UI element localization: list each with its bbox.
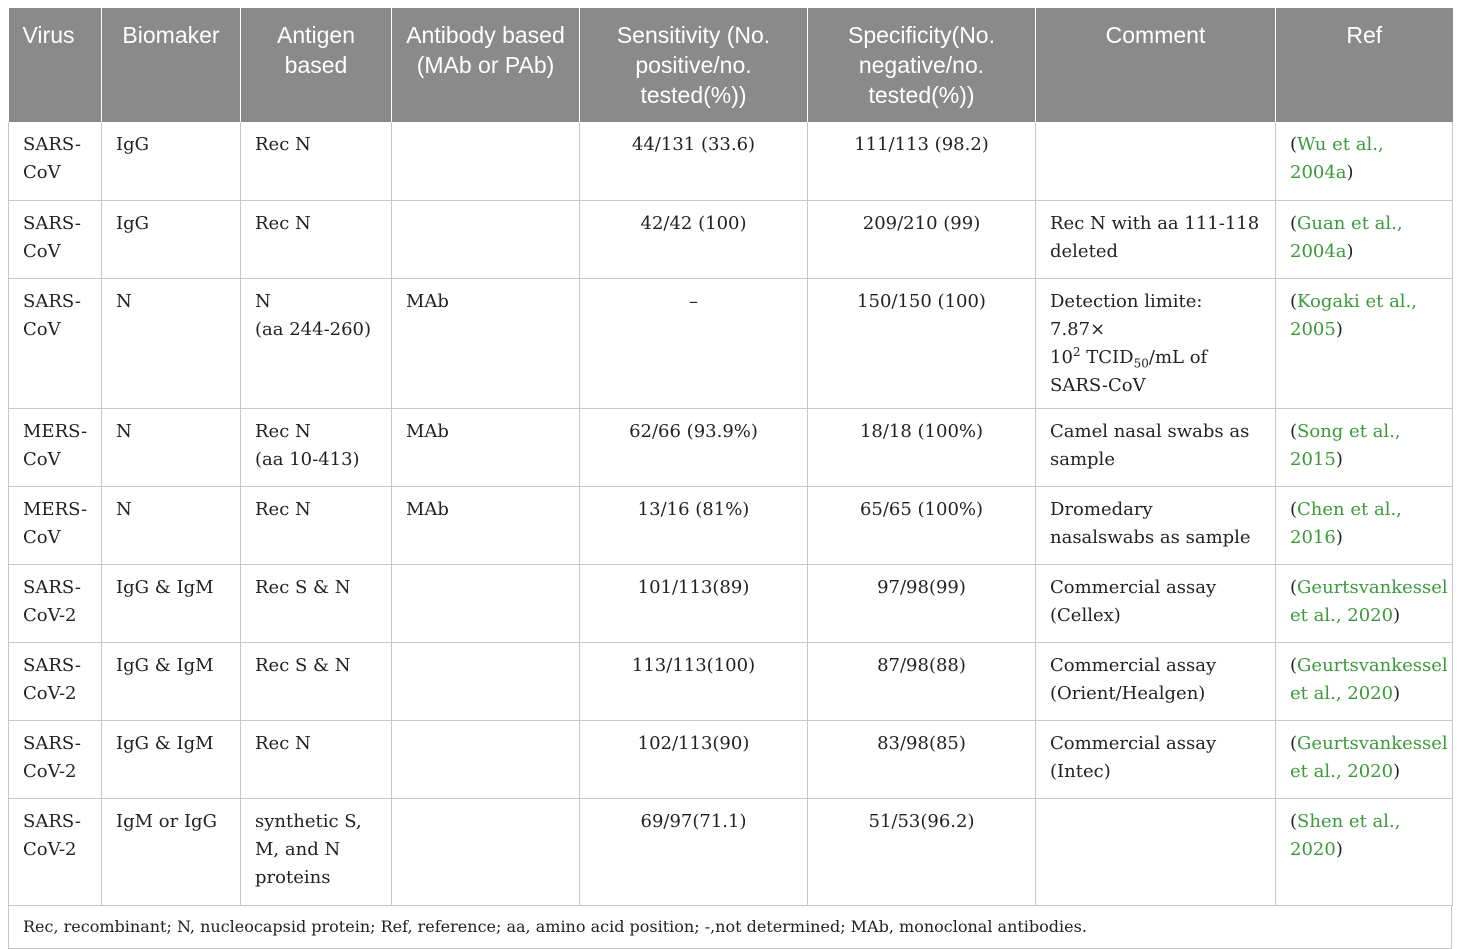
cell-ref — [1276, 200, 1453, 278]
cell-biomarker-text: IgG & IgM — [116, 654, 214, 676]
reference-link[interactable]: Kogaki et al., 2005 — [1290, 290, 1418, 340]
cell-biomarker — [102, 798, 241, 905]
cell-antigen-text: Rec N — [255, 212, 311, 234]
cell-virus-text: MERS-CoV — [23, 420, 88, 470]
cell-virus — [9, 408, 102, 486]
cell-antigen — [241, 720, 392, 798]
detection-limit-unit: TCID — [1086, 346, 1134, 368]
ref-paren-close: ) — [1393, 604, 1401, 626]
detection-limit-exponent: 2 — [1072, 344, 1081, 359]
cell-antigen-text: Rec N — [255, 732, 311, 754]
cell-sensitivity-text: 42/42 (100) — [640, 212, 747, 234]
cell-comment — [1036, 642, 1276, 720]
cell-ref — [1276, 122, 1453, 200]
cell-biomarker — [102, 564, 241, 642]
cell-biomarker — [102, 486, 241, 564]
cell-sensitivity — [580, 278, 808, 408]
reference-link[interactable]: Chen et al., 2016 — [1290, 498, 1402, 548]
cell-antigen-detail: (aa 244-260) — [255, 318, 372, 340]
header-antigen: Antigen based — [241, 8, 392, 122]
cell-antibody — [392, 720, 580, 798]
cell-antibody — [392, 486, 580, 564]
cell-virus — [9, 564, 102, 642]
cell-biomarker-text: IgG — [116, 134, 150, 155]
cell-specificity-text: 111/113 (98.2) — [854, 134, 989, 155]
header-virus: Virus — [9, 8, 102, 122]
cell-sensitivity-text: 101/113(89) — [637, 576, 750, 598]
cell-virus-text: SARS-CoV — [23, 134, 81, 183]
cell-virus-text: SARS-CoV — [23, 290, 81, 340]
cell-specificity-text: 83/98(85) — [877, 732, 966, 754]
cell-comment — [1036, 564, 1276, 642]
cell-biomarker-text: N — [116, 420, 132, 442]
cell-antigen-text: Rec N — [255, 420, 311, 442]
table-row — [9, 564, 1453, 642]
data-table — [8, 8, 1453, 906]
cell-ref — [1276, 486, 1453, 564]
cell-antigen-detail: (aa 10-413) — [255, 448, 360, 470]
header-ref: Ref — [1276, 8, 1453, 122]
table-body — [9, 122, 1453, 905]
table-row — [9, 720, 1453, 798]
reference-link[interactable]: Geurtsvankessel et al., 2020 — [1290, 654, 1448, 704]
ref-paren-open: ( — [1290, 810, 1298, 832]
ref-paren-open: ( — [1290, 654, 1298, 676]
cell-specificity-text: 87/98(88) — [877, 654, 966, 676]
table-row — [9, 200, 1453, 278]
cell-antibody-text: MAb — [406, 290, 449, 312]
header-biomarker: Biomaker — [102, 8, 241, 122]
cell-virus — [9, 278, 102, 408]
ref-paren-close: ) — [1335, 318, 1343, 340]
cell-virus — [9, 122, 102, 200]
reference-link[interactable]: Geurtsvankessel et al., 2020 — [1290, 732, 1448, 782]
detection-limit-suffix: /mL of SARS-CoV — [1050, 346, 1208, 396]
cell-comment — [1036, 278, 1276, 408]
ref-paren-open: ( — [1290, 420, 1298, 442]
ref-paren-open: ( — [1290, 498, 1298, 520]
cell-virus — [9, 642, 102, 720]
cell-virus — [9, 720, 102, 798]
ref-paren-close: ) — [1393, 760, 1401, 782]
cell-comment — [1036, 798, 1276, 905]
cell-antigen — [241, 408, 392, 486]
cell-sensitivity-text: 113/113(100) — [631, 654, 756, 676]
cell-specificity — [808, 200, 1036, 278]
cell-biomarker-text: IgG — [116, 212, 150, 234]
cell-antigen — [241, 642, 392, 720]
ref-paren-open: ( — [1290, 134, 1298, 155]
cell-comment-text: Commercial assay (Orient/Healgen) — [1050, 654, 1217, 704]
cell-virus — [9, 486, 102, 564]
header-row — [9, 8, 1453, 122]
cell-sensitivity — [580, 720, 808, 798]
cell-antibody-text: MAb — [406, 498, 449, 520]
table-footnote: Rec, recombinant; N, nucleocapsid protein; Ref, reference; aa, amino acid position; -,not determined; MAb, monoclonal antibodies. — [8, 906, 1452, 949]
cell-virus-text: SARS-CoV-2 — [23, 810, 81, 860]
ref-paren-open: ( — [1290, 576, 1298, 598]
cell-antibody — [392, 564, 580, 642]
cell-antigen — [241, 798, 392, 905]
cell-antibody — [392, 798, 580, 905]
cell-comment-text: Commercial assay (Cellex) — [1050, 576, 1217, 626]
ref-paren-open: ( — [1290, 290, 1298, 312]
cell-ref — [1276, 564, 1453, 642]
cell-antibody — [392, 122, 580, 200]
cell-sensitivity — [580, 642, 808, 720]
cell-ref — [1276, 642, 1453, 720]
cell-specificity-text: 97/98(99) — [877, 576, 966, 598]
cell-sensitivity — [580, 564, 808, 642]
cell-specificity — [808, 122, 1036, 200]
cell-virus-text: SARS-CoV-2 — [23, 732, 81, 782]
cell-biomarker-text: N — [116, 290, 132, 312]
cell-sensitivity-text: – — [689, 290, 698, 312]
cell-sensitivity-text: 44/131 (33.6) — [631, 134, 756, 155]
cell-specificity — [808, 798, 1036, 905]
cell-biomarker-text: IgG & IgM — [116, 576, 214, 598]
ref-paren-close: ) — [1335, 838, 1343, 860]
cell-virus-text: SARS-CoV — [23, 212, 81, 262]
cell-antigen-text: Rec S & N — [255, 576, 351, 598]
detection-limit-prefix: Detection limite: 7.87× — [1050, 290, 1203, 340]
cell-comment-text: Rec N with aa 111-118 deleted — [1050, 212, 1260, 262]
detection-limit-unit-subscript: 50 — [1133, 356, 1149, 371]
reference-link[interactable]: Song et al., 2015 — [1290, 420, 1401, 470]
cell-biomarker — [102, 200, 241, 278]
cell-antigen — [241, 564, 392, 642]
reference-link[interactable]: Shen et al., 2020 — [1290, 810, 1401, 860]
cell-comment-text: Camel nasal swabs as sample — [1050, 420, 1250, 470]
cell-specificity — [808, 408, 1036, 486]
cell-specificity — [808, 720, 1036, 798]
cell-specificity — [808, 278, 1036, 408]
cell-antigen — [241, 486, 392, 564]
table-row — [9, 798, 1453, 905]
ref-paren-close: ) — [1346, 240, 1354, 262]
table-row — [9, 122, 1453, 200]
cell-sensitivity-text: 102/113(90) — [637, 732, 750, 754]
cell-sensitivity — [580, 200, 808, 278]
cell-virus-text: MERS-CoV — [23, 498, 88, 548]
cell-sensitivity-text: 62/66 (93.9%) — [629, 420, 758, 442]
cell-comment — [1036, 486, 1276, 564]
cell-biomarker-text: N — [116, 498, 132, 520]
cell-ref — [1276, 798, 1453, 905]
cell-specificity-text: 150/150 (100) — [857, 290, 986, 312]
cell-virus — [9, 798, 102, 905]
cell-sensitivity-text: 69/97(71.1) — [640, 810, 747, 832]
cell-antigen — [241, 122, 392, 200]
cell-antibody — [392, 408, 580, 486]
cell-biomarker-text: IgM or IgG — [116, 810, 217, 832]
cell-antigen — [241, 278, 392, 408]
table-container — [8, 8, 1452, 949]
cell-ref — [1276, 720, 1453, 798]
reference-link[interactable]: Guan et al., 2004a — [1290, 212, 1403, 262]
header-sensitivity: Sensitivity (No. positive/no. tested(%)) — [580, 8, 808, 122]
cell-comment — [1036, 408, 1276, 486]
cell-biomarker — [102, 122, 241, 200]
cell-biomarker — [102, 408, 241, 486]
cell-antigen-text: Rec N — [255, 498, 311, 520]
cell-comment-text: Commercial assay (Intec) — [1050, 732, 1217, 782]
table-row — [9, 486, 1453, 564]
ref-paren-close: ) — [1335, 448, 1343, 470]
cell-comment-text: Dromedary nasalswabs as sample — [1050, 498, 1251, 548]
cell-virus-text: SARS-CoV-2 — [23, 576, 81, 626]
cell-specificity-text: 65/65 (100%) — [859, 498, 984, 520]
reference-link[interactable]: Wu et al., 2004a — [1290, 134, 1384, 183]
cell-ref — [1276, 278, 1453, 408]
cell-antibody-text: MAb — [406, 420, 449, 442]
cell-biomarker — [102, 278, 241, 408]
table-row — [9, 408, 1453, 486]
cell-sensitivity — [580, 486, 808, 564]
cell-comment — [1036, 720, 1276, 798]
cell-sensitivity-text: 13/16 (81%) — [637, 498, 750, 520]
cell-antibody — [392, 642, 580, 720]
cell-specificity — [808, 564, 1036, 642]
header-antibody: Antibody based (MAb or PAb) — [392, 8, 580, 122]
cell-antigen-text: synthetic S, M, and N proteins — [255, 810, 362, 888]
ref-paren-open: ( — [1290, 732, 1298, 754]
detection-limit-base: 10 — [1050, 346, 1073, 368]
cell-biomarker-text: IgG & IgM — [116, 732, 214, 754]
cell-specificity — [808, 642, 1036, 720]
cell-specificity-text: 209/210 (99) — [862, 212, 981, 234]
cell-biomarker — [102, 720, 241, 798]
ref-paren-open: ( — [1290, 212, 1298, 234]
cell-ref — [1276, 408, 1453, 486]
cell-specificity-text: 18/18 (100%) — [859, 420, 984, 442]
cell-antibody — [392, 200, 580, 278]
cell-comment — [1036, 200, 1276, 278]
cell-antigen-text: Rec S & N — [255, 654, 351, 676]
cell-antibody — [392, 278, 580, 408]
cell-sensitivity — [580, 798, 808, 905]
table-row — [9, 642, 1453, 720]
ref-paren-close: ) — [1393, 682, 1401, 704]
table-row — [9, 278, 1453, 408]
cell-specificity — [808, 486, 1036, 564]
cell-sensitivity — [580, 122, 808, 200]
cell-antigen — [241, 200, 392, 278]
cell-sensitivity — [580, 408, 808, 486]
cell-virus-text: SARS-CoV-2 — [23, 654, 81, 704]
cell-antigen-text: N — [255, 290, 271, 312]
cell-antigen-text: Rec N — [255, 134, 311, 155]
ref-paren-close: ) — [1346, 162, 1354, 183]
cell-virus — [9, 200, 102, 278]
cell-specificity-text: 51/53(96.2) — [868, 810, 975, 832]
header-specificity: Specificity(No. negative/no. tested(%)) — [808, 8, 1036, 122]
cell-biomarker — [102, 642, 241, 720]
cell-comment — [1036, 122, 1276, 200]
reference-link[interactable]: Geurtsvankessel et al., 2020 — [1290, 576, 1448, 626]
header-comment: Comment — [1036, 8, 1276, 122]
ref-paren-close: ) — [1335, 526, 1343, 548]
